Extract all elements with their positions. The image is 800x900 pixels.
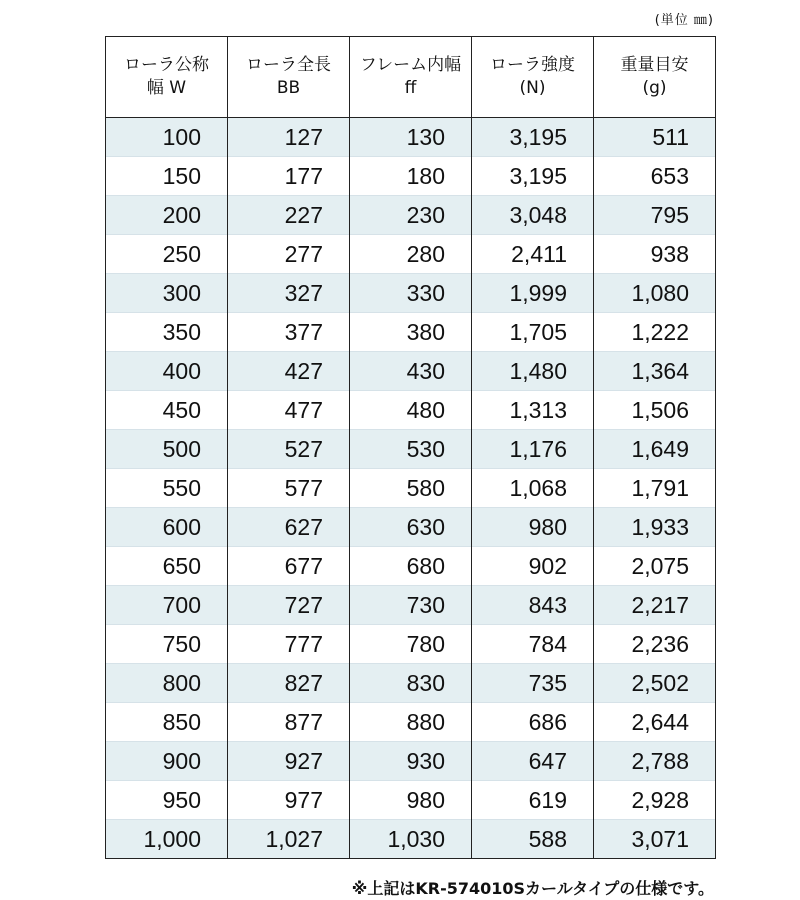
cell-roller-strength: 3,195 <box>472 118 594 157</box>
cell-total-length: 177 <box>228 157 350 196</box>
cell-weight-estimate: 2,788 <box>594 742 716 781</box>
cell-roller-strength: 735 <box>472 664 594 703</box>
cell-nominal-width: 400 <box>106 352 228 391</box>
cell-roller-strength: 588 <box>472 820 594 859</box>
cell-roller-strength: 3,048 <box>472 196 594 235</box>
cell-weight-estimate: 2,217 <box>594 586 716 625</box>
header-sublabel: (N) <box>519 78 546 98</box>
cell-nominal-width: 600 <box>106 508 228 547</box>
cell-roller-strength: 647 <box>472 742 594 781</box>
header-frame-inner-width <box>350 37 472 118</box>
header-sublabel: BB <box>276 78 301 98</box>
table-row <box>106 781 716 820</box>
cell-nominal-width: 700 <box>106 586 228 625</box>
cell-total-length: 427 <box>228 352 350 391</box>
cell-frame-inner-width: 330 <box>350 274 472 313</box>
cell-weight-estimate: 1,222 <box>594 313 716 352</box>
cell-weight-estimate: 2,075 <box>594 547 716 586</box>
cell-total-length: 927 <box>228 742 350 781</box>
cell-weight-estimate: 1,933 <box>594 508 716 547</box>
cell-weight-estimate: 1,506 <box>594 391 716 430</box>
header-label: フレーム内幅 <box>359 55 462 75</box>
cell-nominal-width: 250 <box>106 235 228 274</box>
table-row <box>106 742 716 781</box>
cell-frame-inner-width: 280 <box>350 235 472 274</box>
cell-weight-estimate: 653 <box>594 157 716 196</box>
table-body <box>106 118 716 859</box>
table-row <box>106 508 716 547</box>
header-sublabel: 幅 W <box>146 78 187 98</box>
cell-frame-inner-width: 930 <box>350 742 472 781</box>
table-row <box>106 196 716 235</box>
cell-weight-estimate: 938 <box>594 235 716 274</box>
cell-roller-strength: 1,068 <box>472 469 594 508</box>
cell-frame-inner-width: 230 <box>350 196 472 235</box>
header-label: ローラ強度 <box>490 55 575 75</box>
cell-nominal-width: 200 <box>106 196 228 235</box>
cell-roller-strength: 686 <box>472 703 594 742</box>
cell-frame-inner-width: 130 <box>350 118 472 157</box>
cell-weight-estimate: 3,071 <box>594 820 716 859</box>
cell-frame-inner-width: 880 <box>350 703 472 742</box>
unit-note: (単位 ㎜) <box>654 13 714 28</box>
header-nominal-width <box>106 37 228 118</box>
table-row <box>106 469 716 508</box>
cell-total-length: 677 <box>228 547 350 586</box>
table-row <box>106 235 716 274</box>
cell-total-length: 127 <box>228 118 350 157</box>
table-row <box>106 703 716 742</box>
header-row <box>106 37 716 118</box>
header-label: ローラ公称 <box>124 55 209 75</box>
cell-nominal-width: 750 <box>106 625 228 664</box>
table-row <box>106 664 716 703</box>
cell-weight-estimate: 2,502 <box>594 664 716 703</box>
cell-nominal-width: 800 <box>106 664 228 703</box>
cell-total-length: 777 <box>228 625 350 664</box>
cell-frame-inner-width: 830 <box>350 664 472 703</box>
cell-frame-inner-width: 780 <box>350 625 472 664</box>
cell-roller-strength: 1,313 <box>472 391 594 430</box>
cell-nominal-width: 550 <box>106 469 228 508</box>
cell-total-length: 527 <box>228 430 350 469</box>
table-row <box>106 313 716 352</box>
header-weight-estimate <box>594 37 716 118</box>
cell-roller-strength: 619 <box>472 781 594 820</box>
cell-total-length: 977 <box>228 781 350 820</box>
cell-total-length: 727 <box>228 586 350 625</box>
cell-weight-estimate: 1,080 <box>594 274 716 313</box>
cell-frame-inner-width: 1,030 <box>350 820 472 859</box>
cell-total-length: 627 <box>228 508 350 547</box>
cell-roller-strength: 1,176 <box>472 430 594 469</box>
cell-total-length: 877 <box>228 703 350 742</box>
cell-frame-inner-width: 430 <box>350 352 472 391</box>
cell-nominal-width: 450 <box>106 391 228 430</box>
cell-frame-inner-width: 480 <box>350 391 472 430</box>
header-sublabel: ff <box>404 78 417 98</box>
cell-roller-strength: 1,999 <box>472 274 594 313</box>
table-row <box>106 625 716 664</box>
cell-nominal-width: 100 <box>106 118 228 157</box>
cell-weight-estimate: 2,236 <box>594 625 716 664</box>
cell-frame-inner-width: 180 <box>350 157 472 196</box>
cell-nominal-width: 650 <box>106 547 228 586</box>
table-row <box>106 391 716 430</box>
header-sublabel: (g) <box>642 78 667 98</box>
cell-total-length: 477 <box>228 391 350 430</box>
cell-weight-estimate: 2,928 <box>594 781 716 820</box>
cell-roller-strength: 980 <box>472 508 594 547</box>
cell-roller-strength: 1,705 <box>472 313 594 352</box>
cell-nominal-width: 300 <box>106 274 228 313</box>
cell-total-length: 277 <box>228 235 350 274</box>
cell-weight-estimate: 1,791 <box>594 469 716 508</box>
cell-nominal-width: 950 <box>106 781 228 820</box>
table-row <box>106 547 716 586</box>
table-row <box>106 430 716 469</box>
cell-weight-estimate: 795 <box>594 196 716 235</box>
header-label: ローラ全長 <box>246 55 331 75</box>
cell-frame-inner-width: 730 <box>350 586 472 625</box>
header-total-length <box>228 37 350 118</box>
table-row <box>106 157 716 196</box>
cell-frame-inner-width: 980 <box>350 781 472 820</box>
cell-roller-strength: 843 <box>472 586 594 625</box>
cell-nominal-width: 850 <box>106 703 228 742</box>
cell-frame-inner-width: 630 <box>350 508 472 547</box>
cell-nominal-width: 1,000 <box>106 820 228 859</box>
table-row <box>106 586 716 625</box>
header-roller-strength <box>472 37 594 118</box>
cell-frame-inner-width: 680 <box>350 547 472 586</box>
table-row <box>106 352 716 391</box>
cell-roller-strength: 3,195 <box>472 157 594 196</box>
cell-total-length: 327 <box>228 274 350 313</box>
cell-nominal-width: 350 <box>106 313 228 352</box>
cell-roller-strength: 784 <box>472 625 594 664</box>
cell-weight-estimate: 1,364 <box>594 352 716 391</box>
cell-frame-inner-width: 530 <box>350 430 472 469</box>
cell-weight-estimate: 1,649 <box>594 430 716 469</box>
cell-total-length: 827 <box>228 664 350 703</box>
table-header <box>106 37 716 118</box>
cell-weight-estimate: 2,644 <box>594 703 716 742</box>
cell-frame-inner-width: 580 <box>350 469 472 508</box>
cell-roller-strength: 2,411 <box>472 235 594 274</box>
cell-frame-inner-width: 380 <box>350 313 472 352</box>
cell-nominal-width: 500 <box>106 430 228 469</box>
footer-note: ※上記はKR-574010Sカールタイプの仕様です。 <box>351 879 714 898</box>
table-row <box>106 274 716 313</box>
cell-roller-strength: 1,480 <box>472 352 594 391</box>
cell-weight-estimate: 511 <box>594 118 716 157</box>
cell-total-length: 377 <box>228 313 350 352</box>
cell-nominal-width: 900 <box>106 742 228 781</box>
table-row <box>106 820 716 859</box>
cell-nominal-width: 150 <box>106 157 228 196</box>
table-row <box>106 118 716 157</box>
cell-roller-strength: 902 <box>472 547 594 586</box>
roller-spec-table <box>105 36 716 859</box>
cell-total-length: 227 <box>228 196 350 235</box>
cell-total-length: 577 <box>228 469 350 508</box>
cell-total-length: 1,027 <box>228 820 350 859</box>
header-label: 重量目安 <box>620 55 689 75</box>
